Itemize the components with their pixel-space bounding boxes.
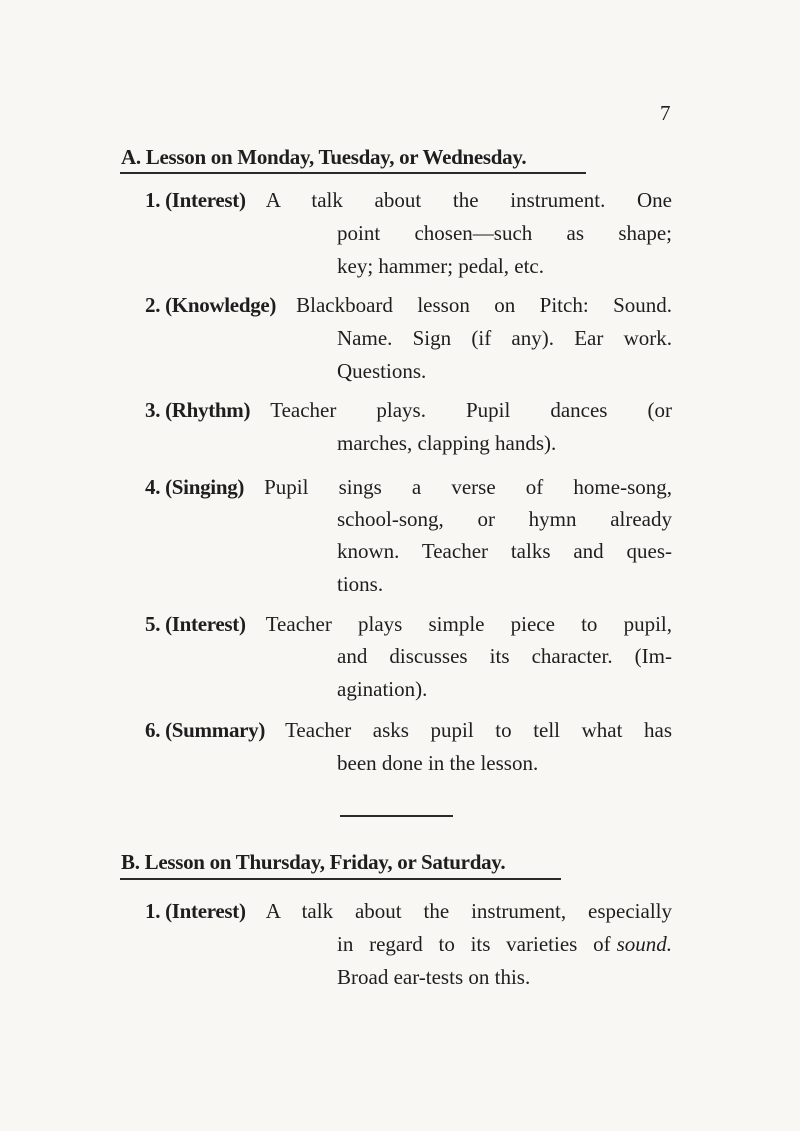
item-text: A talk about the instrument, especially	[265, 899, 672, 923]
section-a-heading: A. Lesson on Monday, Tuesday, or Wednesday.	[121, 145, 527, 169]
item-label: 6. (Summary)	[145, 718, 266, 742]
list-item	[145, 717, 672, 743]
item-text: Blackboard lesson on Pitch: Sound.	[296, 293, 672, 317]
item-text: Name. Sign (if any). Ear work.	[337, 326, 672, 350]
list-item	[145, 397, 672, 423]
item-text: A talk about the instrument. One	[265, 188, 672, 212]
page-number: 7	[660, 101, 671, 125]
emphasis-text: sound.	[616, 932, 672, 956]
item-label: 2. (Knowledge)	[145, 293, 277, 317]
item-text: school-song, or hymn already	[337, 507, 672, 531]
section-b-underline	[120, 878, 561, 880]
item-label: 1. (Interest)	[145, 899, 246, 923]
item-text: key; hammer; pedal, etc.	[337, 254, 544, 278]
item-text: known. Teacher talks and ques-	[337, 539, 672, 563]
list-item	[145, 187, 672, 213]
item-text-line	[337, 931, 672, 957]
item-text: agination).	[337, 677, 428, 701]
item-text: Teacher plays. Pupil dances (or	[270, 398, 672, 422]
item-text: point chosen—such as shape;	[337, 221, 672, 245]
list-item	[145, 611, 672, 637]
item-text: in regard to its varieties of	[337, 932, 611, 956]
item-text: Questions.	[337, 359, 427, 383]
item-label: 3. (Rhythm)	[145, 398, 251, 422]
section-divider	[340, 815, 453, 817]
item-text: been done in the lesson.	[337, 751, 539, 775]
item-label: 1. (Interest)	[145, 188, 246, 212]
list-item	[145, 898, 672, 924]
section-a-underline	[120, 172, 586, 174]
item-text: Pupil sings a verse of home-song,	[264, 475, 672, 499]
item-text: and discusses its character. (Im-	[337, 644, 672, 668]
item-text: marches, clapping hands).	[337, 431, 557, 455]
list-item	[145, 292, 672, 318]
list-item	[145, 474, 672, 500]
item-text: Teacher asks pupil to tell what has	[285, 718, 672, 742]
item-label: 4. (Singing)	[145, 475, 245, 499]
item-text: Broad ear-tests on this.	[337, 965, 531, 989]
section-b-heading: B. Lesson on Thursday, Friday, or Saturday.	[121, 850, 506, 874]
item-label: 5. (Interest)	[145, 612, 246, 636]
item-text: Teacher plays simple piece to pupil,	[265, 612, 672, 636]
item-text: tions.	[337, 572, 384, 596]
